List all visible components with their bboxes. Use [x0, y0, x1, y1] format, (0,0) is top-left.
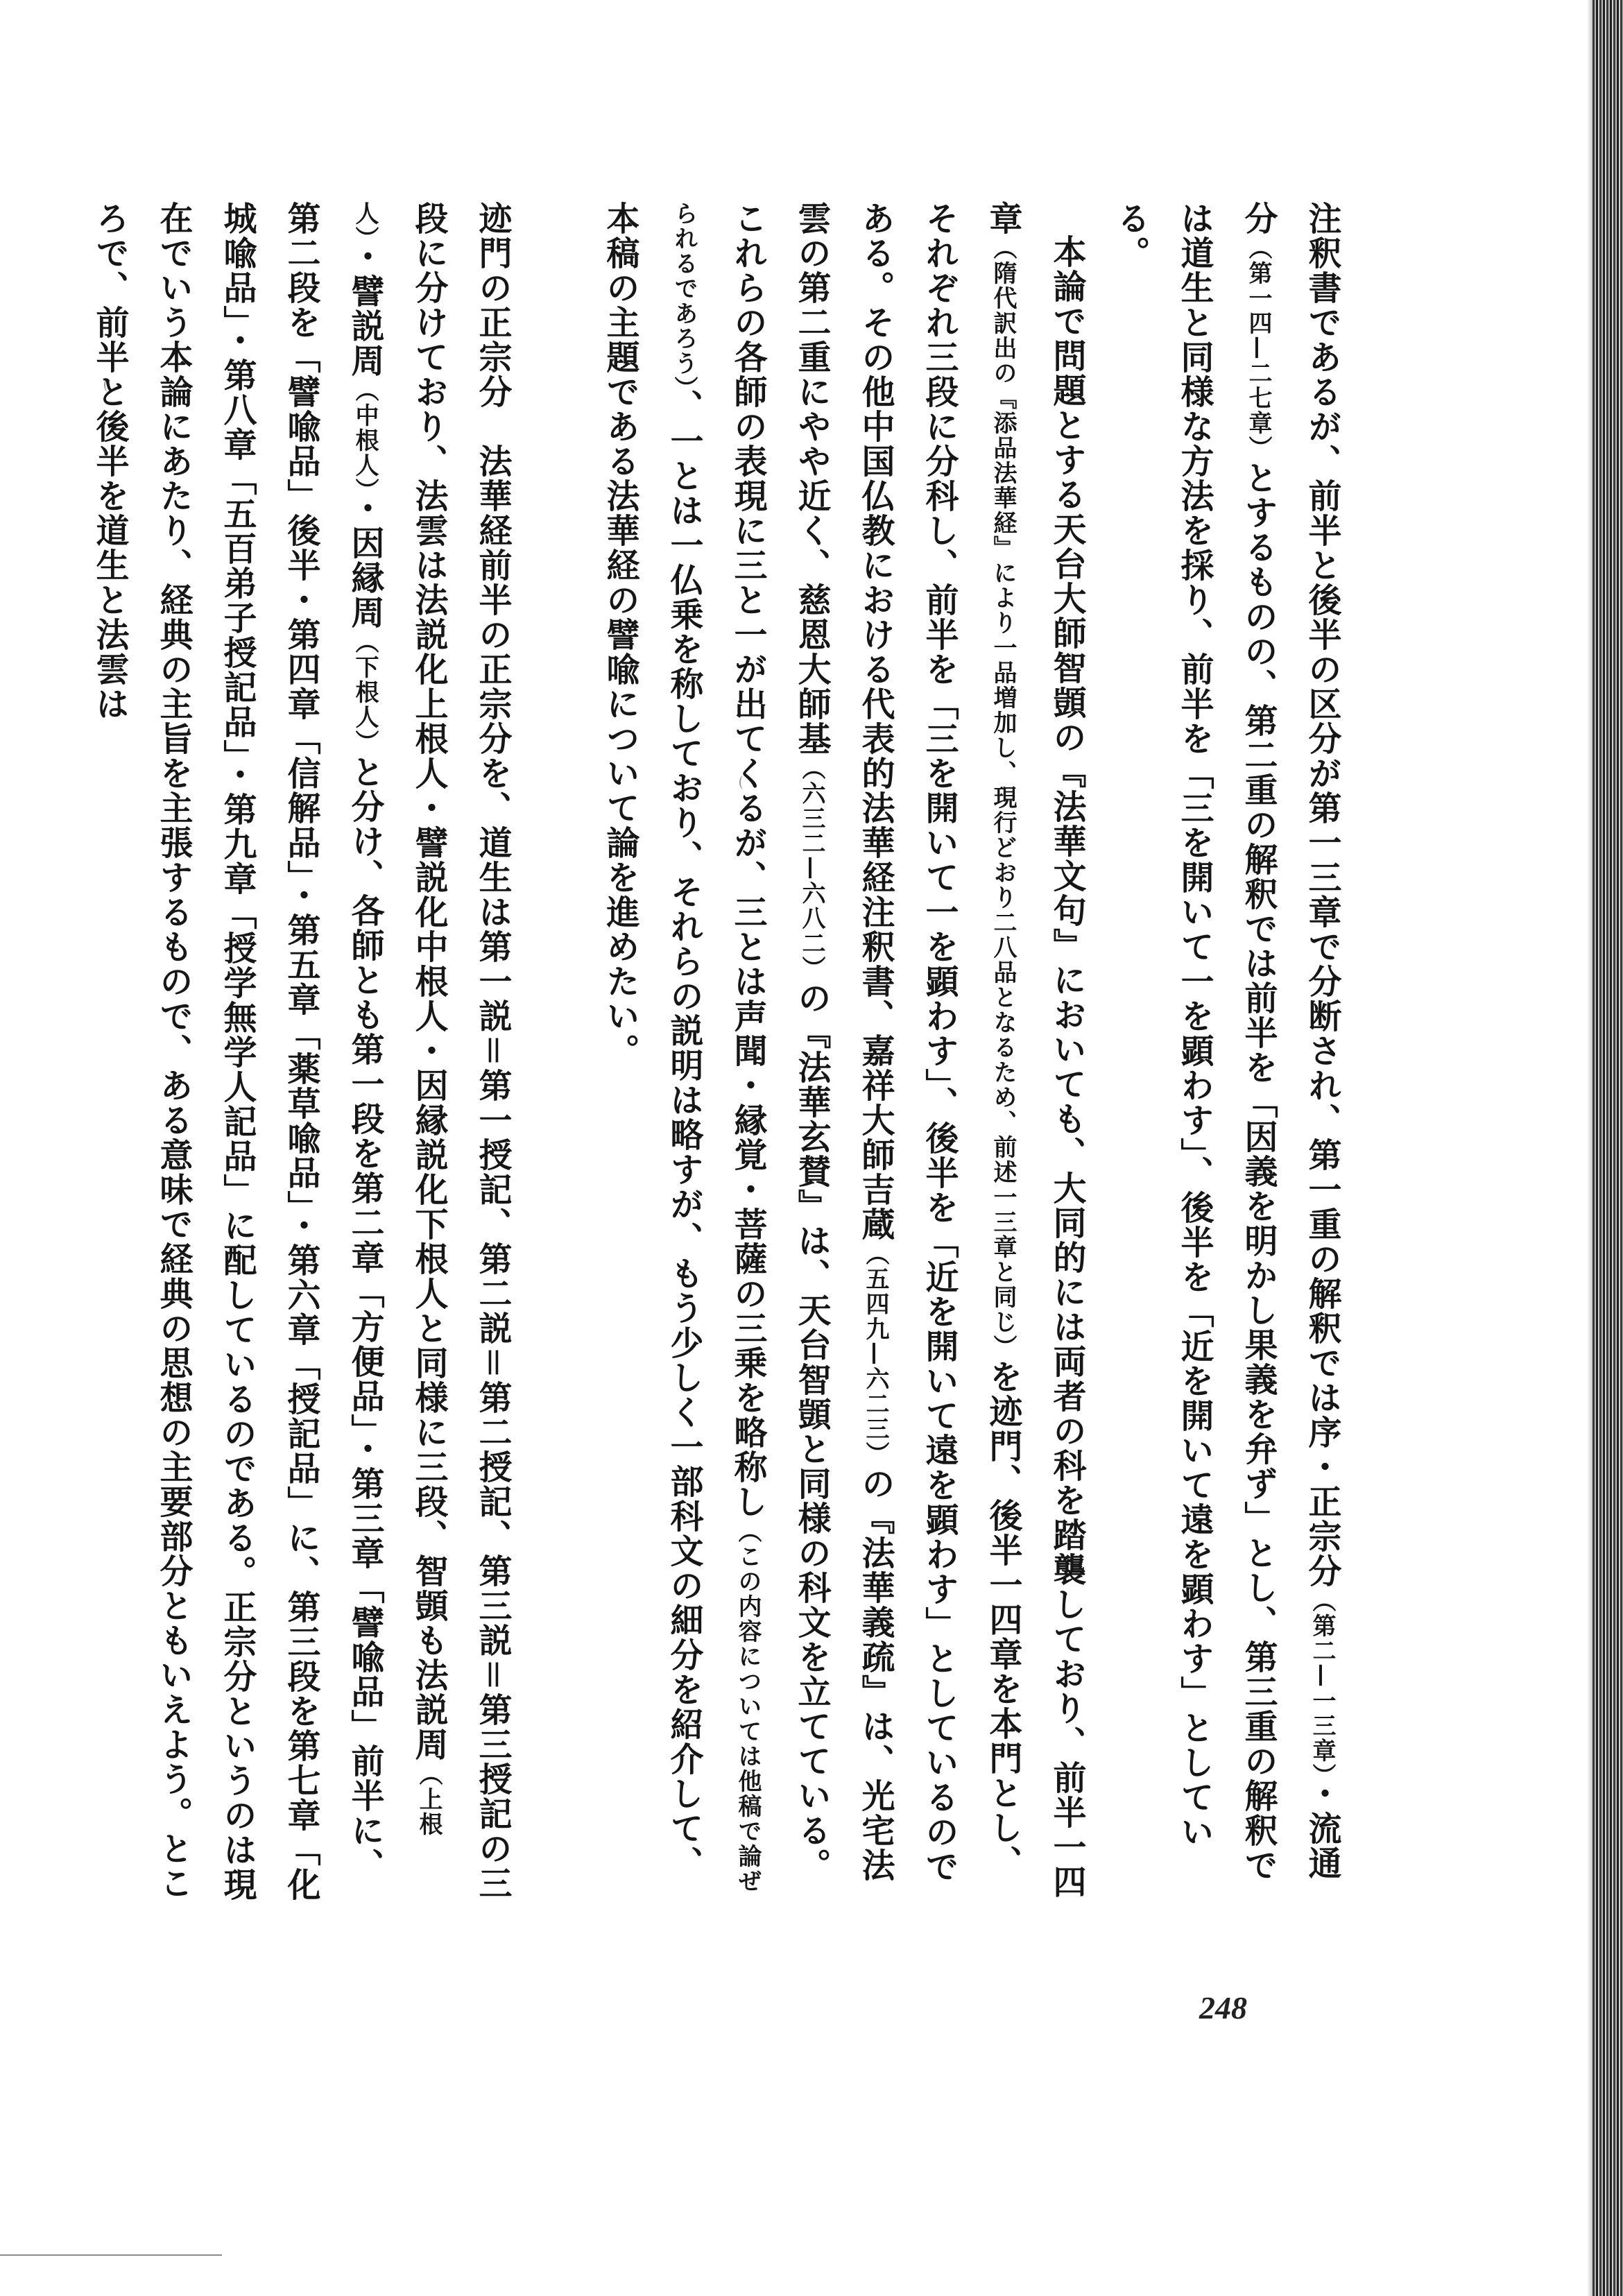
- text-run: 本論で問題とする天台大師智顗の『法華文句』においても、大同的には両者の科を踏襲しており、前半一四章: [984, 201, 1086, 1899]
- inline-note: （中根人）: [351, 378, 379, 491]
- inline-note: （隋代訳出の『添品法華経』により一品増加し、現行どおり二八品となるため、前述一三章と同じ）: [989, 236, 1017, 1360]
- text-run: ・因縁周: [345, 491, 384, 630]
- vertical-text-body: [90, 201, 1354, 1908]
- text-run: の『法華義疏』は、光宅法雲の第二重にやや近く、慈恩大師基: [792, 201, 895, 1883]
- section-body: [90, 201, 512, 1902]
- inline-note: （第二—一三章）: [1308, 1588, 1336, 1776]
- section-paragraph: [78, 201, 524, 1908]
- text-run: 法華経前半の正宗分を、道生は第一説＝第一授記、第二説＝第二授記、第三説＝第三授記の三段に分けており、法雲は法説化上根人・譬説化中根人・因縁説化下根人と同様に三段、智顗も法説周: [409, 201, 512, 1901]
- inline-note: （第一四—二七章）: [1244, 236, 1272, 461]
- section-heading: 迹門の正宗分: [473, 201, 512, 409]
- paragraph-2: [588, 201, 1099, 1908]
- text-run: ・譬説周: [345, 239, 384, 378]
- text-run: を迹門、後半一四章を本門とし、それぞれ三段に分科し、前半を「三を開いて一を顕わす」、後半を「近を開いて遠を顕わす」としているのである。その他中国仏教における代表的法華経注釈書、嘉祥大師吉蔵: [856, 201, 1022, 1884]
- inline-note: （下根人）: [351, 630, 379, 755]
- text-run: とするものの、第二重の解釈では前半を「因義を明かし果義を弁ず」とし、第三重の解釈では道生と同様な方法を採り、前半を「三を開いて一を顕わす」、後半を「近を開いて遠を顕わす」としている。: [1111, 201, 1278, 1883]
- text-run: の『法華玄賛』は、天台智顗と同様の科文を立てている。これらの各師の表現に三と一が出てくるが、三とは声聞・縁覚・菩薩の三乗を略称し: [728, 201, 831, 1883]
- page-number: 248: [1199, 1990, 1247, 2025]
- inline-note: （五四九—六二三）: [861, 1242, 889, 1466]
- inline-note: （この内容については他稿で論ぜられるであろう）: [670, 201, 762, 1894]
- book-binding-gutter: [1592, 0, 1623, 2296]
- text-run: と分け、各師とも第一段を第二章「方便品」・第三章「譬喩品」前半に、第二段を「譬喩品」後半・第四章「信解品」・第五章「薬草喩品」・第六章「授記品」に、第三段を第七章「化城喩品」・第八章「五百弟子授記品」・第九章「授学無学人記品」に配しているのである。正宗分というのは現在でいう本論にあたり、経典の主旨を主張するもので、ある意味で経典の思想の主要部分ともいえよう。ところで、前半と後半を道生と法雲は: [90, 201, 384, 1902]
- inline-note: （六三二—六八二）: [798, 756, 825, 981]
- paragraph-1: [1099, 201, 1354, 1908]
- inline-note: （上根人）: [351, 201, 443, 1837]
- scan-edge-line: [0, 2254, 222, 2256]
- text-run: 注釈書であるが、前半と後半の区分が第一三章で分断され、第一重の解釈では序・正宗分: [1303, 201, 1341, 1588]
- text-run: 、一とは一仏乗を称しており、それらの説明は略すが、もう少しく一部科文の細分を紹介して、本稿の主題である法華経の譬喩について論を進めたい。: [601, 201, 703, 1881]
- text-run: ・流通分: [1239, 201, 1341, 1881]
- binding-shadow: [1587, 0, 1592, 2296]
